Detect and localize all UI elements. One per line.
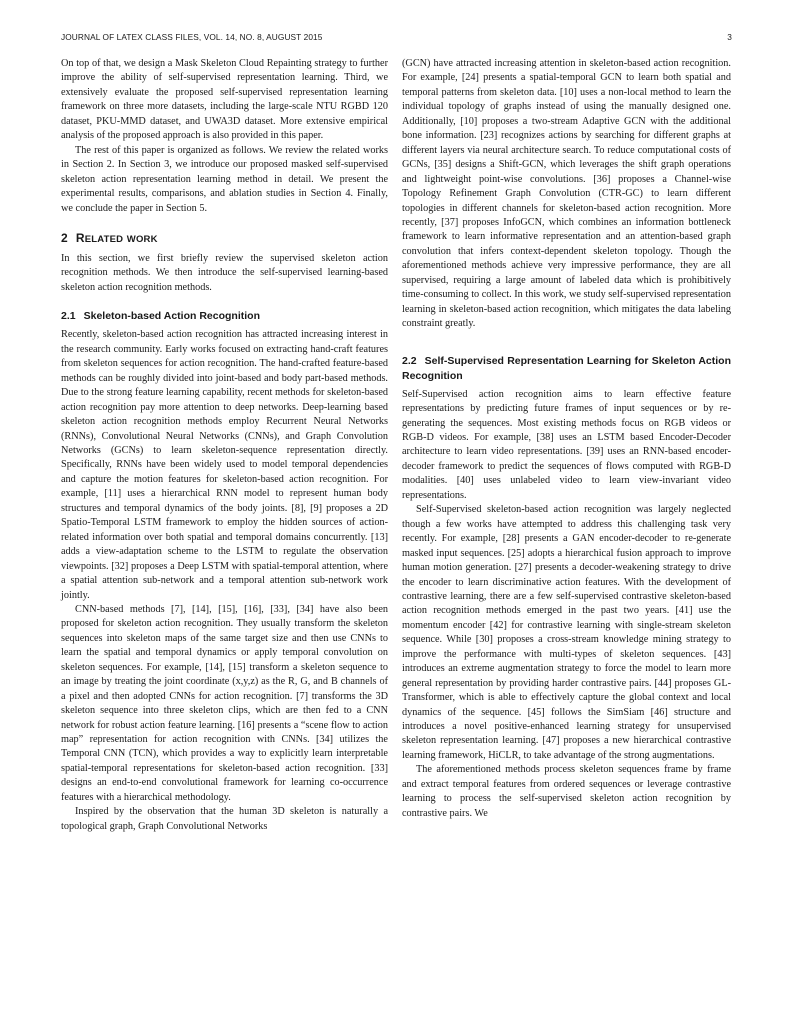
- subsection-number: 2.2: [402, 354, 417, 367]
- paragraph: In this section, we first briefly review the supervised skeleton action recognition methods. We then introduce the self-supervised learning-based skeleton action recognition methods.: [61, 252, 388, 293]
- subsection-title: Skeleton-based Action Recognition: [83, 310, 260, 323]
- paragraph: (GCN) have attracted increasing attention in skeleton-based action recognition. For example, [24] presents a spatial-temporal GCN to learn both spatial and temporal patterns from skeleton data. [10] uses a non-local method to learn the individual topology of graphs instead of using the manually designed one. Additionally, [10] proposes a two-stream Adaptive GCN with the additional bone information. [23] recognizes actions by searching for different graphs at different layers via neural architecture search. To reduce computational costs of GCNs, [35] designs a Shift-GCN, which leverages the shift graph operations and lightweight point-wise convolutions. [36] proposes a Channel-wise Topology Refinement Graph Convolution (CTR-GC) to learn different topologies in different channels for skeleton-based action recognition. More recently, [37] proposes InfoGCN, which combines an information bottleneck framework to learn informative representation and an attention-based graph convolution that infers context-dependent skeleton topology. Though the aforementioned methods achieve very impressive performance, they are all supervised, requiring a large amount of labeled data which is prohibitively time-consuming to collect. In this work, we study self-supervised representation learning in skeleton-based action recognition, which mitigates the data labeling constraint greatly.: [402, 58, 731, 330]
- subsection-heading-2-1: [61, 309, 388, 324]
- paragraph: On top of that, we design a Mask Skeleton Cloud Repainting strategy to further improve the ability of self-supervised representation learning. Third, we extensively evaluate the proposed self-supervised representation learning framework on three more datasets, including the large-scale NTU RGBD 120 dataset, PKU-MMD dataset, and UWA3D dataset. More extensive empirical analysis of the proposed approach is also provided in this paper.: [61, 58, 388, 142]
- section-number: 2: [61, 230, 68, 245]
- page-number: 3: [727, 32, 732, 42]
- paragraph: Recently, skeleton-based action recognition has attracted increasing interest in the research community. Early works focused on extracting hand-craft features from skeleton sequences for action recognition. The hand-crafted feature-based methods can be roughly divided into joint-based and body part-based methods. Due to the strong feature learning capability, recent methods for skeleton-based action recognition pay more attention to deep networks. Deep-learning based skeleton action recognition methods employ Recurrent Neural Networks (RNNs), Convolutional Neural Networks (CNNs), and Graph Convolution Networks (GCNs) to learn skeleton-sequence representation directly. Specifically, RNNs have been widely used to model temporal dependencies and capture the motion features for skeleton-based action recognition. For example, [11] uses a hierarchical RNN model to represent human body structures and temporal dynamics of the body joints. [8], [9] proposes a 2D Spatio-Temporal LSTM framework to employ the hidden sources of action-related information over both spatial and temporal domains concurrently. [13] adds a view-adaptation scheme to the LSTM to regulate the observation viewpoints. [32] proposes a Deep LSTM with spatial-temporal attention, where a spatial attention sub-network and a temporal attention sub-network work jointly.: [61, 329, 388, 601]
- paragraph: Self-Supervised skeleton-based action recognition was largely neglected though a few works have attempted to address this challenging task very recently. For example, [28] presents a GAN encoder-decoder to re-generate masked input sequences. [25] adopts a hierarchical fusion approach to improve human motion generation. [27] presents a decoder-weakening strategy to drive the encoder to learn discriminative action features. With the development of contrastive learning, there are a few self-supervised contrastive skeleton-based action recognition methods emerged in the past two years. [41] use the momentum encoder [42] for contrastive learning with single-stream skeleton sequence. While [30] proposes a cross-stream knowledge mining strategy to improve the performance with multi-types of skeleton sequences. [43] introduces an extreme augmentation strategy to force the model to learn more general representation by providing harder contrastive pairs. [44] proposes GL-Transformer, which is able to effectively capture the global context and local dynamics of the sequence. [45] follows the SimSiam [46] structure and introduces a novel positive-enhanced learning strategy for unsupervised skeleton representation learning. [47] proposes a new hierarchical contrastive learning framework, HiCLR, to take advantage of the strong augmentations.: [402, 504, 731, 761]
- paragraph: Self-Supervised action recognition aims to learn effective feature representations by predicting future frames of input sequences or by re-generating the sequences. Most existing methods focus on RGB videos or RGB-D videos. For example, [38] uses an LSTM based Encoder-Decoder architecture to learn video representations. [39] uses an RNN-based encoder-decoder framework to predict the sequences of flows computed with RGB-D modalities. [40] uses unlabeled video to learn view-invariant video representations.: [402, 388, 731, 501]
- right-column: [402, 57, 731, 821]
- paragraph: The rest of this paper is organized as follows. We review the related works in Section 2. In Section 3, we introduce our proposed masked self-supervised skeleton action representation learning method in detail. We present the experimental results, comparisons, and ablation studies in Section 4. Finally, we conclude the paper in Section 5.: [61, 144, 388, 214]
- subsection-title: Self-Supervised Representation Learning for Skeleton Action Recognition: [402, 354, 731, 382]
- paragraph: The aforementioned methods process skeleton sequences frame by frame and extract temporal features from ordered sequences or leverage contrastive learning to process the self-supervised skeleton action recognition by contrastive pairs. We: [402, 764, 731, 819]
- left-column: [61, 57, 388, 834]
- section-title-rest: ELATED: [84, 233, 124, 245]
- journal-title: JOURNAL OF LATEX CLASS FILES, VOL. 14, NO. 8, AUGUST 2015: [61, 32, 323, 42]
- subsection-number: 2.1: [61, 310, 76, 323]
- running-header: [61, 32, 732, 46]
- section-heading-related-work: [61, 230, 388, 248]
- paragraph: CNN-based methods [7], [14], [15], [16], [33], [34] have also been proposed for skeleton action recognition. They usually transform the skeleton sequences into skeleton maps of the same target size and then use CNNs to learn the spatial and temporal dynamics or apply temporal convolution on skeleton sequences. For example, [14], [15] transform a skeleton sequence to an image by treating the joint coordinate (x,y,z) as the R, G, and B channels of a pixel and then adopted CNNs for action recognition. [7] transforms the 3D skeleton sequence into three skeleton clips, which are then fed to a CNN network for robust action feature learning. [16] presents a “scene flow to action map” representation for action recognition with CNNs. [34] utilizes the Temporal CNN (TCN), which provides a way to explicitly learn interpretable spatial-temporal representations for skeleton-based action recognition. [33] designs an end-to-end convolutional framework for learning co-occurrence features with a hierarchical methodology.: [61, 603, 388, 803]
- section-title-rest: WORK: [126, 233, 158, 245]
- paragraph: Inspired by the observation that the human 3D skeleton is naturally a topological graph, Graph Convolutional Networks: [61, 806, 388, 832]
- section-title-initial: R: [75, 230, 85, 245]
- subsection-heading-2-2: [402, 354, 731, 384]
